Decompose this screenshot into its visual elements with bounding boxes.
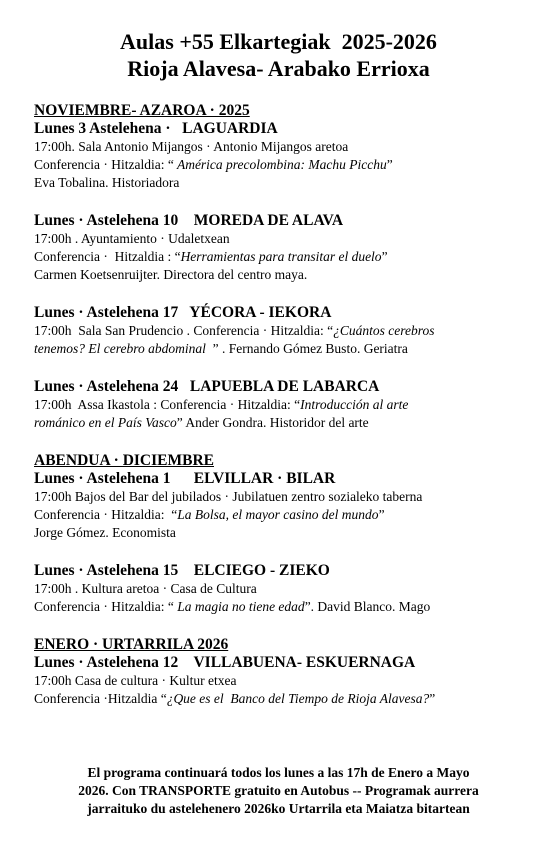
detail-text-after: ” Ander Gondra. Historidor del arte: [176, 415, 369, 430]
detail-text: Jorge Gómez. Economista: [34, 525, 176, 540]
talk-title: América precolombina: Machu Picchu: [173, 157, 387, 172]
detail-text: 17:00h Sala San Prudencio . Conferencia · Hitzaldia: “: [34, 323, 334, 338]
footer-note: [0, 764, 557, 818]
event-detail-line: [34, 414, 534, 432]
event-heading: Lunes · Astelehena 17 YÉCORA - IEKORA: [34, 304, 332, 321]
detail-text: 17:00h . Ayuntamiento · Udaletxean: [34, 231, 230, 246]
document-title: [0, 28, 557, 82]
month-section: [34, 102, 534, 432]
month-section: [34, 636, 534, 708]
detail-text: 17:00h. Sala Antonio Mijangos · Antonio Mijangos aretoa: [34, 139, 349, 154]
detail-text: 17:00h Bajos del Bar del jubilados · Jubilatuen zentro sozialeko taberna: [34, 489, 423, 504]
event-entry: [34, 562, 534, 616]
event-detail-line: [34, 266, 534, 284]
event-detail-line: [34, 690, 534, 708]
month-section: [34, 452, 534, 616]
title-line-1: Aulas +55 Elkartegiak 2025-2026: [120, 29, 437, 54]
event-detail-line: [34, 524, 534, 542]
talk-title: Introducción al arte: [300, 397, 409, 412]
month-heading: ENERO · URTARRILA 2026: [34, 636, 229, 653]
event-detail-line: [34, 230, 534, 248]
event-detail-line: [34, 174, 534, 192]
event-detail-line: [34, 248, 534, 266]
event-detail-line: [34, 138, 534, 156]
event-detail-line: [34, 598, 534, 616]
detail-text: Carmen Koetsenruijter. Directora del centro maya.: [34, 267, 308, 282]
detail-text: Eva Tobalina. Historiadora: [34, 175, 180, 190]
event-heading: Lunes 3 Astelehena · LAGUARDIA: [34, 120, 278, 137]
event-detail-line: [34, 340, 534, 358]
month-heading: ABENDUA · DICIEMBRE: [34, 452, 214, 469]
event-entry: [34, 654, 534, 708]
detail-text-after: ”: [429, 691, 436, 706]
detail-text-after: ”: [381, 249, 388, 264]
event-entry: [34, 378, 534, 432]
event-heading: Lunes · Astelehena 1 ELVILLAR · BILAR: [34, 470, 336, 487]
detail-text-after: ”: [386, 157, 393, 172]
title-line-2: Rioja Alavesa- Arabako Errioxa: [127, 56, 430, 81]
footer-line-2: 2026. Con TRANSPORTE gratuito en Autobus -- Programak aurrera: [78, 783, 479, 798]
detail-text: 17:00h . Kultura aretoa · Casa de Cultura: [34, 581, 257, 596]
talk-title: Herramientas para transitar el duelo: [180, 249, 382, 264]
talk-title: románico en el País Vasco: [34, 415, 177, 430]
event-heading: Lunes · Astelehena 10 MOREDA DE ALAVA: [34, 212, 344, 229]
event-detail-line: [34, 672, 534, 690]
detail-text: Conferencia · Hitzaldia: “: [34, 507, 178, 522]
talk-title: La Bolsa, el mayor casino del mundo: [177, 507, 379, 522]
event-detail-line: [34, 156, 534, 174]
event-heading: Lunes · Astelehena 12 VILLABUENA- ESKUERNAGA: [34, 654, 416, 671]
footer-line-1: El programa continuará todos los lunes a las 17h de Enero a Mayo: [87, 765, 470, 780]
event-heading: Lunes · Astelehena 15 ELCIEGO - ZIEKO: [34, 562, 330, 579]
talk-title: tenemos? El cerebro abdominal: [34, 341, 213, 356]
event-entry: [34, 470, 534, 542]
event-detail-line: [34, 488, 534, 506]
detail-text: Conferencia · Hitzaldia : “: [34, 249, 181, 264]
month-heading: NOVIEMBRE- AZAROA · 2025: [34, 102, 250, 119]
detail-text-after: ” . Fernando Gómez Busto. Geriatra: [212, 341, 408, 356]
event-detail-line: [34, 322, 534, 340]
footer-line-3: jarraituko du astelehenero 2026ko Urtarrila eta Maiatza bitartean: [87, 801, 470, 816]
detail-text: Conferencia ·Hitzaldia “: [34, 691, 167, 706]
talk-title: La magia no tiene edad: [173, 599, 305, 614]
event-detail-line: [34, 506, 534, 524]
detail-text: Conferencia · Hitzaldia: “: [34, 599, 174, 614]
event-detail-line: [34, 396, 534, 414]
talk-title: ¿Que es el Banco del Tiempo de Rioja Alavesa?: [166, 691, 430, 706]
talk-title: ¿Cuántos cerebros: [333, 323, 435, 338]
event-entry: [34, 212, 534, 284]
event-entry: [34, 304, 534, 358]
event-detail-line: [34, 580, 534, 598]
detail-text: 17:00h Assa Ikastola : Conferencia · Hitzaldia: “: [34, 397, 301, 412]
detail-text-after: ”. David Blanco. Mago: [304, 599, 431, 614]
event-heading: Lunes · Astelehena 24 LAPUEBLA DE LABARCA: [34, 378, 380, 395]
program-content: [34, 102, 534, 728]
detail-text-after: ”: [378, 507, 385, 522]
event-entry: [34, 120, 534, 192]
detail-text: 17:00h Casa de cultura · Kultur etxea: [34, 673, 237, 688]
detail-text: Conferencia · Hitzaldia: “: [34, 157, 174, 172]
